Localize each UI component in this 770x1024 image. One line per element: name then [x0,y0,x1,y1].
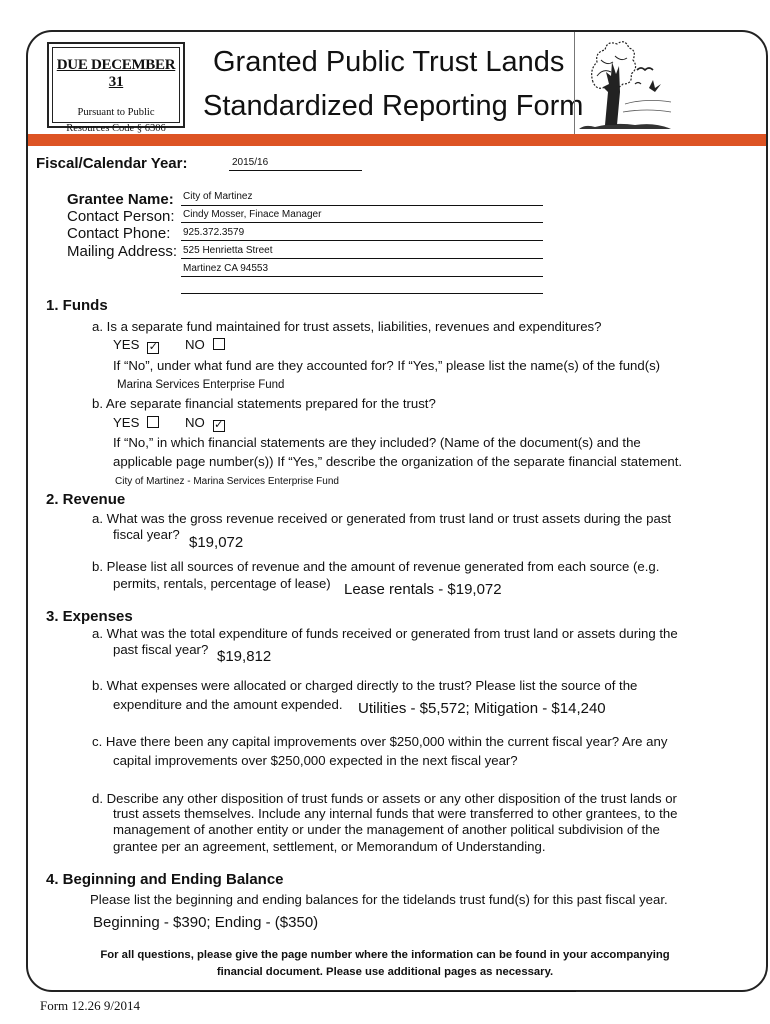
header-accent-bar [28,134,766,146]
expenses-question-a-line-2: past fiscal year? [113,642,209,657]
mailing-address-underline-3 [181,293,543,294]
revenue-question-a-line-2: fiscal year? [113,527,180,542]
funds-b-yes-checkbox[interactable] [147,416,159,428]
balance-answer[interactable]: Beginning - $390; Ending - ($350) [93,914,319,931]
expenses-answer-b[interactable]: Utilities - $5,572; Mitigation - $14,240 [358,700,606,717]
footer-instructions-line-2: financial document. Please use additional pages as necessary. [216,966,554,978]
section-expenses-heading: 3. Expenses [46,608,133,625]
section-revenue-heading: 2. Revenue [46,491,126,508]
funds-question-a-followup: If “No”, under what fund are they accounted for? If “Yes,” please list the name(s) of the fund(s) [113,358,661,373]
expenses-question-c-line-1: c. Have there been any capital improvements over $250,000 within the current fiscal year? Are any [92,734,668,749]
funds-question-a: a. Is a separate fund maintained for trust assets, liabilities, revenues and expenditures? [92,319,602,334]
funds-question-b-followup-1: If “No,” in which financial statements are they included? (Name of the document(s) and the [113,435,641,450]
tree-and-birds-seal-icon [574,32,675,134]
expenses-question-c-line-2: capital improvements over $250,000 expected in the next fiscal year? [113,753,518,768]
expenses-question-b-line-1: b. What expenses were allocated or charged directly to the trust? Please list the source of the [92,678,638,693]
mailing-address-line-1[interactable]: 525 Henrietta Street [183,245,273,256]
revenue-question-b-line-2: permits, rentals, percentage of lease) [113,576,331,591]
mailing-address-underline-2 [181,276,543,277]
statute-line-1: Pursuant to Public [77,107,155,118]
fiscal-year-label: Fiscal/Calendar Year: [36,155,188,172]
revenue-question-a-line-1: a. What was the gross revenue received or generated from trust land or trust assets during the past [92,511,672,526]
revenue-answer-a[interactable]: $19,072 [189,534,244,551]
funds-a-yes-checkbox[interactable] [147,342,159,354]
expenses-question-d-line-1: d. Describe any other disposition of trust funds or assets or any other disposition of the trust lands or [92,791,677,806]
due-date-title: DUE DECEMBER 31 [56,57,176,90]
funds-b-yes-label: YES [113,415,140,430]
expenses-question-a-line-1: a. What was the total expenditure of funds received or generated from trust land or assets during the [92,626,678,641]
contact-phone-value[interactable]: 925.372.3579 [183,227,245,238]
funds-b-no-checkbox[interactable] [213,420,225,432]
due-date-box [47,42,185,134]
due-date-box-inner [52,47,180,134]
fiscal-year-value[interactable]: 2015/16 [232,157,269,168]
grantee-name-label: Grantee Name: [67,191,174,208]
contact-person-value[interactable]: Cindy Mosser, Finace Manager [183,209,322,220]
mailing-address-underline-1 [181,258,543,259]
expenses-question-d-line-2: trust assets themselves. Include any internal funds that were transferred to other grantees, to the [113,806,678,821]
footer-instructions [0,947,770,981]
funds-answer-b[interactable]: City of Martinez - Marina Services Enterprise Fund [115,476,339,487]
statute-line-2: Resources Code § 6306 [66,123,166,134]
contact-person-label: Contact Person: [67,208,175,225]
expenses-answer-a[interactable]: $19,812 [217,648,272,665]
footer-signature-line [200,991,576,992]
expenses-question-d-line-3: management of another entity or under the management of another political subdivision of the [113,822,660,837]
revenue-answer-b[interactable]: Lease rentals - $19,072 [344,581,502,598]
contact-phone-label: Contact Phone: [67,225,171,242]
revenue-question-b-line-1: b. Please list all sources of revenue and the amount of revenue generated from each source (e.g. [92,559,660,574]
balance-question: Please list the beginning and ending balances for the tidelands trust fund(s) for this past fiscal year. [90,892,668,907]
contact-phone-underline [181,240,543,241]
contact-person-underline [181,222,543,223]
funds-question-b: b. Are separate financial statements prepared for the trust? [92,396,436,411]
grantee-name-value[interactable]: City of Martinez [183,191,253,202]
funds-question-b-followup-2: applicable page number(s)) If “Yes,” describe the organization of the separate financial statement. [113,454,683,469]
funds-b-no-option[interactable] [185,415,225,432]
check-mark-icon: ✓ [148,341,158,353]
section-balance-heading: 4. Beginning and Ending Balance [46,871,284,888]
mailing-address-line-2[interactable]: Martinez CA 94553 [183,263,269,274]
mailing-address-label: Mailing Address: [67,243,178,260]
form-title-line-1: Granted Public Trust Lands [213,46,565,78]
form-title-line-2: Standardized Reporting Form [203,90,584,122]
funds-b-yes-option[interactable] [113,415,159,430]
funds-b-no-label: NO [185,415,205,430]
statute-reference [53,105,179,137]
grantee-name-underline [181,205,543,206]
fiscal-year-underline [229,170,362,171]
funds-answer-a[interactable]: Marina Services Enterprise Fund [117,379,285,391]
footer-instructions-line-1: For all questions, please give the page number where the information can be found in your accompanying [100,949,670,961]
form-id: Form 12.26 9/2014 [40,998,141,1013]
funds-a-no-label: NO [185,337,205,352]
expenses-question-d-line-4: grantee per an agreement, settlement, or Memorandum of Understanding. [113,839,546,854]
funds-a-yes-option[interactable] [113,337,159,354]
section-funds-heading: 1. Funds [46,297,108,314]
expenses-question-b-line-2: expenditure and the amount expended. [113,697,343,712]
funds-a-yes-label: YES [113,337,140,352]
funds-a-no-option[interactable] [185,337,225,352]
check-mark-icon: ✓ [214,419,224,431]
funds-a-no-checkbox[interactable] [213,338,225,350]
